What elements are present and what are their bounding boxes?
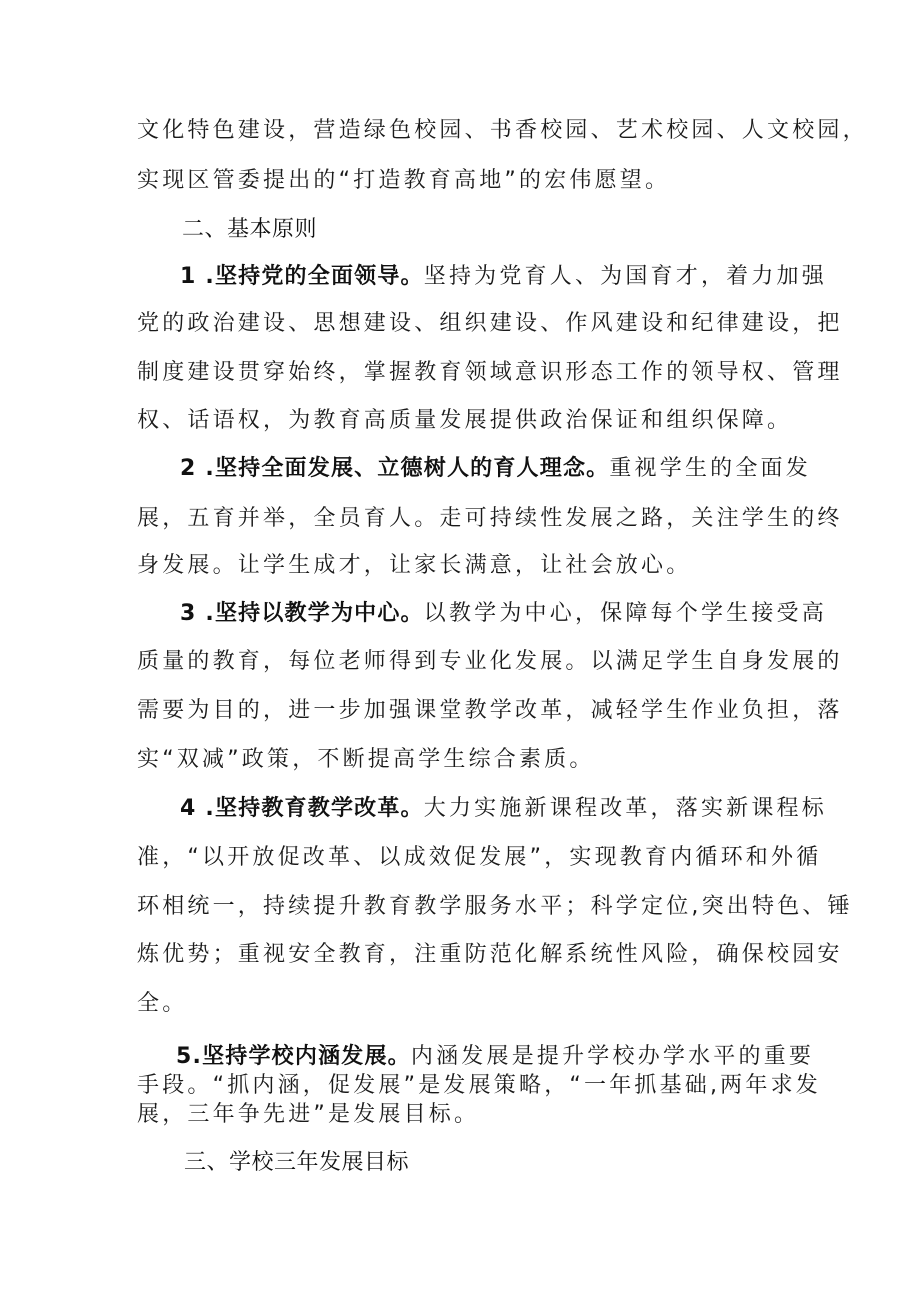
- principle-4-line-3: 环相统一，持续提升教育教学服务水平；科学定位,突出特色、锤: [137, 894, 853, 919]
- principle-3-line-3: 需要为目的，进一步加强课堂教学改革，减轻学生作业负担，落: [137, 698, 843, 723]
- principle-2-text: 重视学生的全面发: [609, 456, 811, 481]
- principle-2-line-3: 身发展。让学生成才，让家长满意，让社会放心。: [137, 553, 692, 578]
- intro-line-2: 实现区管委提出的“打造教育高地”的宏伟愿望。: [137, 168, 671, 193]
- principle-5-line-3: 展，三年争先进”是发展目标。: [137, 1102, 480, 1127]
- principle-4-first-line: [180, 795, 827, 823]
- principle-4-line-4: 炼优势；重视安全教育，注重防范化解系统性风险，确保校园安: [137, 942, 843, 967]
- section-heading-basic-principles: 二、基本原则: [182, 217, 318, 242]
- intro-line-1: 文化特色建设，营造绿色校园、书香校园、艺术校园、人文校园，: [137, 118, 868, 143]
- principle-3-text: 以教学为中心，保障每个学生接受高: [423, 601, 827, 626]
- principle-1-line-4: 权、话语权，为教育高质量发展提供政治保证和组织保障。: [137, 408, 793, 433]
- principle-1-title: 坚持党的全面领导。: [214, 264, 424, 289]
- section-heading-three-year-goals: 三、学校三年发展目标: [184, 1150, 410, 1175]
- principle-2-first-line: [180, 455, 811, 483]
- principle-1-first-line: [180, 263, 827, 291]
- principle-1-text: 坚持为党育人、为国育才，着力加强: [423, 264, 827, 289]
- principle-4-title: 坚持教育教学改革。: [214, 796, 424, 821]
- principle-4-line-5: 全。: [137, 991, 188, 1016]
- principle-5-title: 坚持学校内涵发展。: [202, 1044, 411, 1069]
- principle-3-line-4: 实“双减”政策，不断提高学生综合素质。: [137, 747, 595, 772]
- principle-3-first-line: [180, 600, 827, 628]
- principle-2-title: 坚持全面发展、立德树人的育人理念。: [214, 456, 610, 481]
- principle-3-line-2: 质量的教育，每位老师得到专业化发展。以满足学生自身发展的: [137, 649, 843, 674]
- principle-1-line-2: 党的政治建设、思想建设、组织建设、作风建设和纪律建设，把: [137, 311, 843, 336]
- principle-3-title: 坚持以教学为中心。: [214, 601, 424, 626]
- principle-3-number: 3 .: [180, 601, 215, 626]
- principle-1-number: 1 .: [180, 264, 215, 289]
- principle-5-text: 内涵发展是提升学校办学水平的重要: [410, 1044, 815, 1069]
- principle-5-line-2: 手段。“抓内涵，促发展”是发展策略，“一年抓基础,两年求发: [137, 1073, 821, 1098]
- principle-4-text: 大力实施新课程改革，落实新课程标: [423, 796, 827, 821]
- principle-2-line-2: 展，五育并举，全员育人。走可持续性发展之路，关注学生的终: [137, 506, 843, 531]
- principle-5-number: 5.: [176, 1044, 203, 1069]
- principle-5-first-line: [176, 1043, 814, 1071]
- principle-1-line-3: 制度建设贯穿始终，掌握教育领域意识形态工作的领导权、管理: [137, 360, 843, 385]
- principle-2-number: 2 .: [180, 456, 215, 481]
- principle-4-line-2: 准，“以开放促改革、以成效促发展”，实现教育内循环和外循: [137, 845, 822, 870]
- principle-4-number: 4 .: [180, 796, 215, 821]
